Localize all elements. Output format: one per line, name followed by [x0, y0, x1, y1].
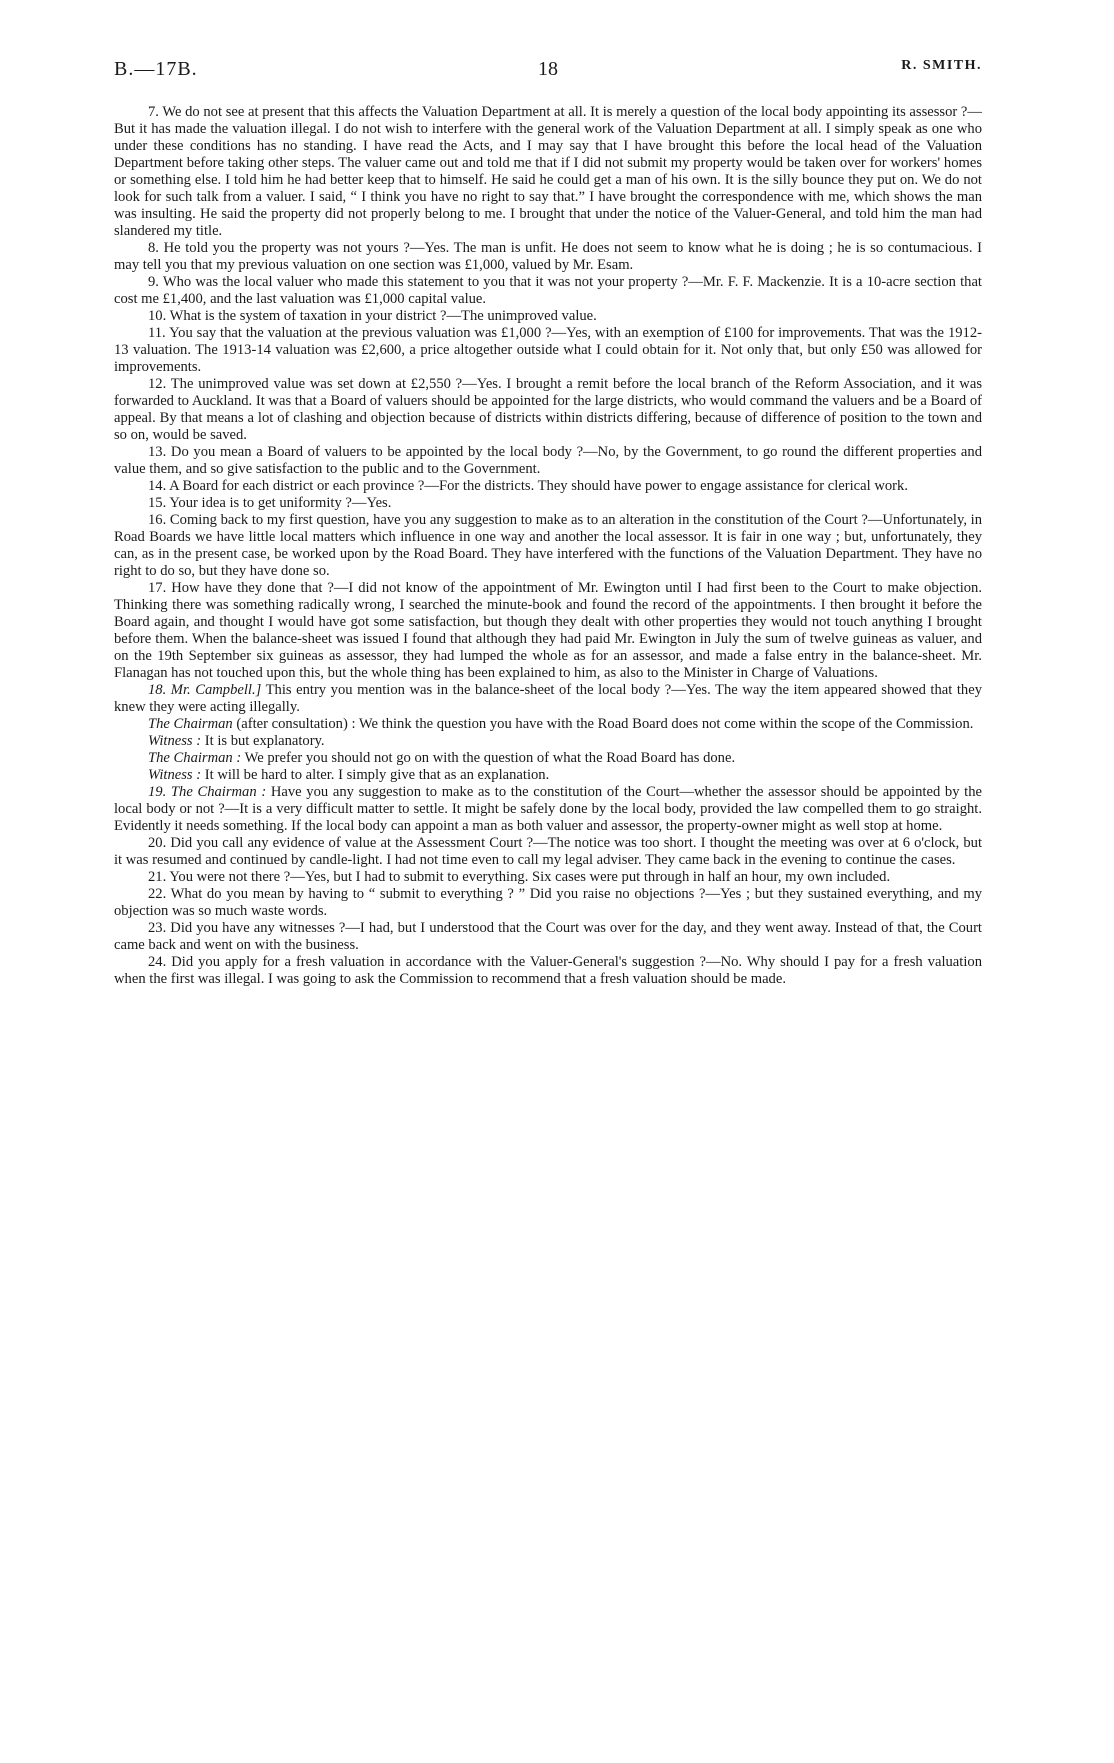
paragraph-witness-2: Witness : It will be hard to alter. I simply give that as an explanation. [148, 767, 550, 783]
paragraph-13: 13. Do you mean a Board of valuers to be appointed by the local body ?—No, by the Government, to go round the different properties and value them, and so give satisfaction to the public and to the Government. [114, 444, 982, 477]
paragraph-7: 7. We do not see at present that this affects the Valuation Department at all. It is merely a question of the local body appointing its assessor ?—But it has made the valuation illegal. I do not wish to interfere with the general work of the Valuation Department at all. I simply speak as one who under these conditions has no standing. I have read the Acts, and I may say that I have brought this before the local head of the Valuation Department before taking other steps. The valuer came out and told me that if I did not submit my property would be taken over for workers' homes or something else. I told him he had better keep that to himself. He said he could get a man of his own. It is the silly bounce they put on. We do not look for such talk from a valuer. I said, “ I think you have no right to say that.” I have brought the correspondence with me, which shows the man was insulting. He said the property did not properly belong to me. I brought that under the notice of the Valuer-General, and told him the man had slandered my title. [114, 104, 982, 239]
witness-name: R. SMITH. [901, 58, 982, 73]
paragraph-24: 24. Did you apply for a fresh valuation in accordance with the Valuer-General's suggestion ?—No. Why should I pay for a fresh valuation when the first was illegal. I was going to ask the Commission to recommend that a fresh valuation should be made. [114, 954, 982, 987]
page-header [114, 58, 982, 84]
paragraph-witness-1: Witness : It is but explanatory. [148, 733, 325, 749]
document-reference: B.—17B. [114, 58, 198, 80]
paragraph-9: 9. Who was the local valuer who made this statement to you that it was not your property ?—Mr. F. F. Mackenzie. It is a 10-acre section that cost me £1,400, and the last valuation was £1,000 capital value. [114, 274, 982, 307]
paragraph-20: 20. Did you call any evidence of value at the Assessment Court ?—The notice was too short. I thought the meeting was over at 6 o'clock, but it was resumed and continued by candle-light. I had not time even to call my legal adviser. They came back in the evening to continue the cases. [114, 835, 982, 868]
paragraph-14: 14. A Board for each district or each province ?—For the districts. They should have power to engage assistance for clerical work. [148, 478, 908, 494]
page-number: 18 [538, 58, 558, 80]
paragraph-chairman-1: The Chairman (after consultation) : We think the question you have with the Road Board does not come within the scope of the Commission. [148, 716, 974, 732]
paragraph-23: 23. Did you have any witnesses ?—I had, but I understood that the Court was over for the day, and they went away. Instead of that, the Court came back and went on with the business. [114, 920, 982, 953]
paragraph-16: 16. Coming back to my first question, have you any suggestion to make as to an alteration in the constitution of the Court ?—Unfortunately, in Road Boards we have little local matters which influence in one way and another the local assessor. It is fair in one way ; but, unfortunately, they can, as in the present case, be worked upon by the Road Board. They have interfered with the functions of the Valuation Department. They have no right to do so, but they have done so. [114, 512, 982, 579]
paragraph-15: 15. Your idea is to get uniformity ?—Yes. [148, 495, 392, 511]
paragraph-chairman-2: The Chairman : We prefer you should not go on with the question of what the Road Board has done. [148, 750, 736, 766]
paragraph-10: 10. What is the system of taxation in your district ?—The unimproved value. [148, 308, 597, 324]
testimony-body [114, 104, 982, 988]
paragraph-19: 19. The Chairman : Have you any suggestion to make as to the constitution of the Court—whether the assessor should be appointed by the local body or not ?—It is a very difficult matter to settle. It might be safely done by the local body, provided the law compelled them to go straight. Evidently it needs something. If the local body can appoint a man as both valuer and assessor, the property-owner might as well stop at home. [114, 784, 982, 834]
paragraph-8: 8. He told you the property was not yours ?—Yes. The man is unfit. He does not seem to know what he is doing ; he is so contumacious. I may tell you that my previous valuation on one section was £1,000, valued by Mr. Esam. [114, 240, 982, 273]
paragraph-17: 17. How have they done that ?—I did not know of the appointment of Mr. Ewington until I had first been to the Court to make objection. Thinking there was something radically wrong, I searched the minute-book and found the record of the appointments. I then brought it before the Board again, and thought I would have got some satisfaction, but though they dealt with other properties they would not touch anything I brought before them. When the balance-sheet was issued I found that although they had paid Mr. Ewington in July the sum of twelve guineas as valuer, and on the 19th September six guineas as assessor, they had lumped the whole as for an assessor, and made a false entry in the balance-sheet. Mr. Flanagan has not touched upon this, but the whole thing has been explained to him, as also to the Minister in Charge of Valuations. [114, 580, 982, 681]
paragraph-18: 18. Mr. Campbell.] This entry you mention was in the balance-sheet of the local body ?—Yes. The way the item appeared showed that they knew they were acting illegally. [114, 682, 982, 715]
paragraph-11: 11. You say that the valuation at the previous valuation was £1,000 ?—Yes, with an exemption of £100 for improvements. That was the 1912-13 valuation. The 1913-14 valuation was £2,600, a price altogether outside what I could obtain for it. Not only that, but only £50 was allowed for improvements. [114, 325, 982, 375]
paragraph-21: 21. You were not there ?—Yes, but I had to submit to everything. Six cases were put through in half an hour, my own included. [148, 869, 891, 885]
paragraph-12: 12. The unimproved value was set down at £2,550 ?—Yes. I brought a remit before the local branch of the Reform Association, and it was forwarded to Auckland. It was that a Board of valuers should be appointed for the large districts, who would command the valuers and be a Board of appeal. By that means a lot of clashing and objection because of districts within districts differing, because of difference of position to the town and so on, would be saved. [114, 376, 982, 443]
paragraph-22: 22. What do you mean by having to “ submit to everything ? ” Did you raise no objections ?—Yes ; but they sustained everything, and my objection was so much waste words. [114, 886, 982, 919]
